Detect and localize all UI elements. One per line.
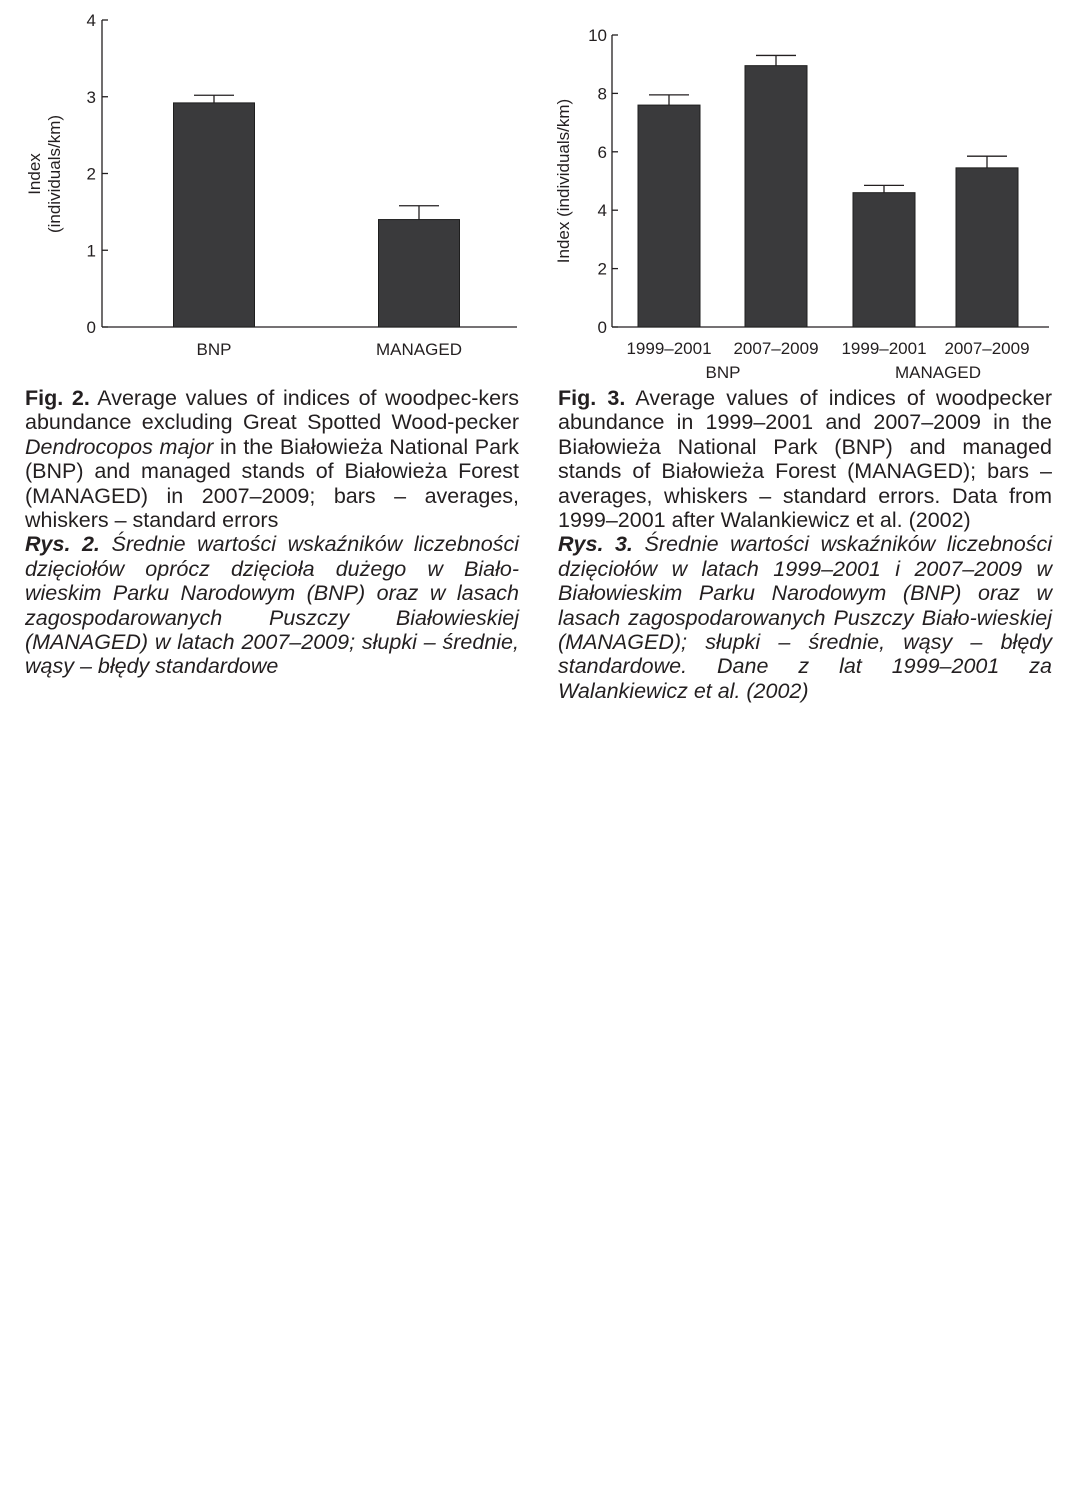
y-tick-label: 4 (86, 11, 96, 30)
bar (638, 105, 700, 327)
y-tick-label: 2 (597, 259, 607, 279)
figure-2-caption-polish (25, 532, 519, 678)
figure-3-bar-chart (537, 0, 1074, 390)
x-category-label: 1999–2001 (841, 339, 927, 358)
figure-2-caption (25, 386, 519, 679)
bar (853, 193, 915, 327)
figure-2-polish-text: Średnie wartości wskaźników liczebności dzięciołów oprócz dzięcioła dużego w Biało-wieskim Parku Narodowym (BNP) oraz w lasach zagospodarowanych Puszczy Białowieskiej (MANAGED) w latach 2007–2009; słupki – średnie, wąsy – błędy standardowe (25, 532, 519, 679)
figure-3-caption-polish (558, 532, 1052, 703)
y-axis-title-line: (individuals/km) (45, 114, 64, 234)
figure-2-chart (0, 0, 530, 370)
x-category-label: MANAGED (376, 340, 462, 359)
y-tick-label: 0 (597, 318, 607, 337)
y-tick-label: 6 (597, 142, 607, 162)
y-axis-title-line: Index (individuals/km) (554, 98, 573, 264)
figure-2-caption-english (25, 386, 519, 532)
figure-2-caption-text-a: Average values of indices of woodpec-kers abundance excluding Great Spotted Wood-pecker (25, 386, 519, 435)
figure-2-species-name: Dendrocopos major (25, 434, 214, 459)
x-category-label: BNP (196, 340, 232, 359)
bar (956, 168, 1018, 327)
bar (174, 103, 255, 327)
y-tick-label: 2 (86, 164, 96, 184)
y-tick-label: 4 (597, 201, 607, 221)
y-tick-label: 1 (86, 241, 96, 261)
figure-2-caption-text-b: in the Białowieża National Park (BNP) and managed stands of Białowieża Forest (MANAGED) in 2007–2009; bars – averages, whiskers – standard errors (25, 434, 519, 533)
figure-2-bar-chart (0, 0, 530, 370)
figure-3-polish-text: Średnie wartości wskaźników liczebności dzięciołów w latach 1999–2001 i 2007–2009 w Białowieskim Parku Narodowym (BNP) oraz w lasach zagospodarowanych Puszczy Biało-wieskiej (MANAGED); słupki – średnie, wąsy – błędy standardowe. Dane z lat 1999–2001 za Walankiewicz et al. (2002) (558, 532, 1052, 703)
y-tick-label: 8 (597, 84, 607, 104)
figure-3-polish-label: Rys. 3. (558, 532, 633, 557)
bar (379, 220, 460, 327)
x-group-label: MANAGED (895, 363, 981, 382)
y-tick-label: 10 (588, 26, 607, 45)
figure-3-caption-text: Average values of indices of woodpecker abundance in 1999–2001 and 2007–2009 in the Białowieża National Park (BNP) and managed stands of Białowieża Forest (MANAGED); bars – averages, whiskers – standard errors. Data from 1999–2001 after Walankiewicz et al. (2002) (558, 386, 1052, 533)
x-group-label: BNP (705, 363, 741, 382)
figure-3-caption (558, 386, 1052, 703)
y-tick-label: 0 (86, 318, 96, 337)
figure-2-label: Fig. 2. (25, 386, 90, 410)
bar (745, 66, 807, 327)
y-axis-title-line: Index (25, 153, 44, 195)
x-category-label: 2007–2009 (733, 339, 819, 358)
figure-2-polish-label: Rys. 2. (25, 532, 100, 557)
figure-3-chart (537, 0, 1074, 390)
x-category-label: 2007–2009 (944, 339, 1030, 358)
figure-3-caption-english (558, 386, 1052, 532)
x-category-label: 1999–2001 (626, 339, 712, 358)
y-tick-label: 3 (86, 87, 96, 107)
figure-3-label: Fig. 3. (558, 386, 626, 410)
